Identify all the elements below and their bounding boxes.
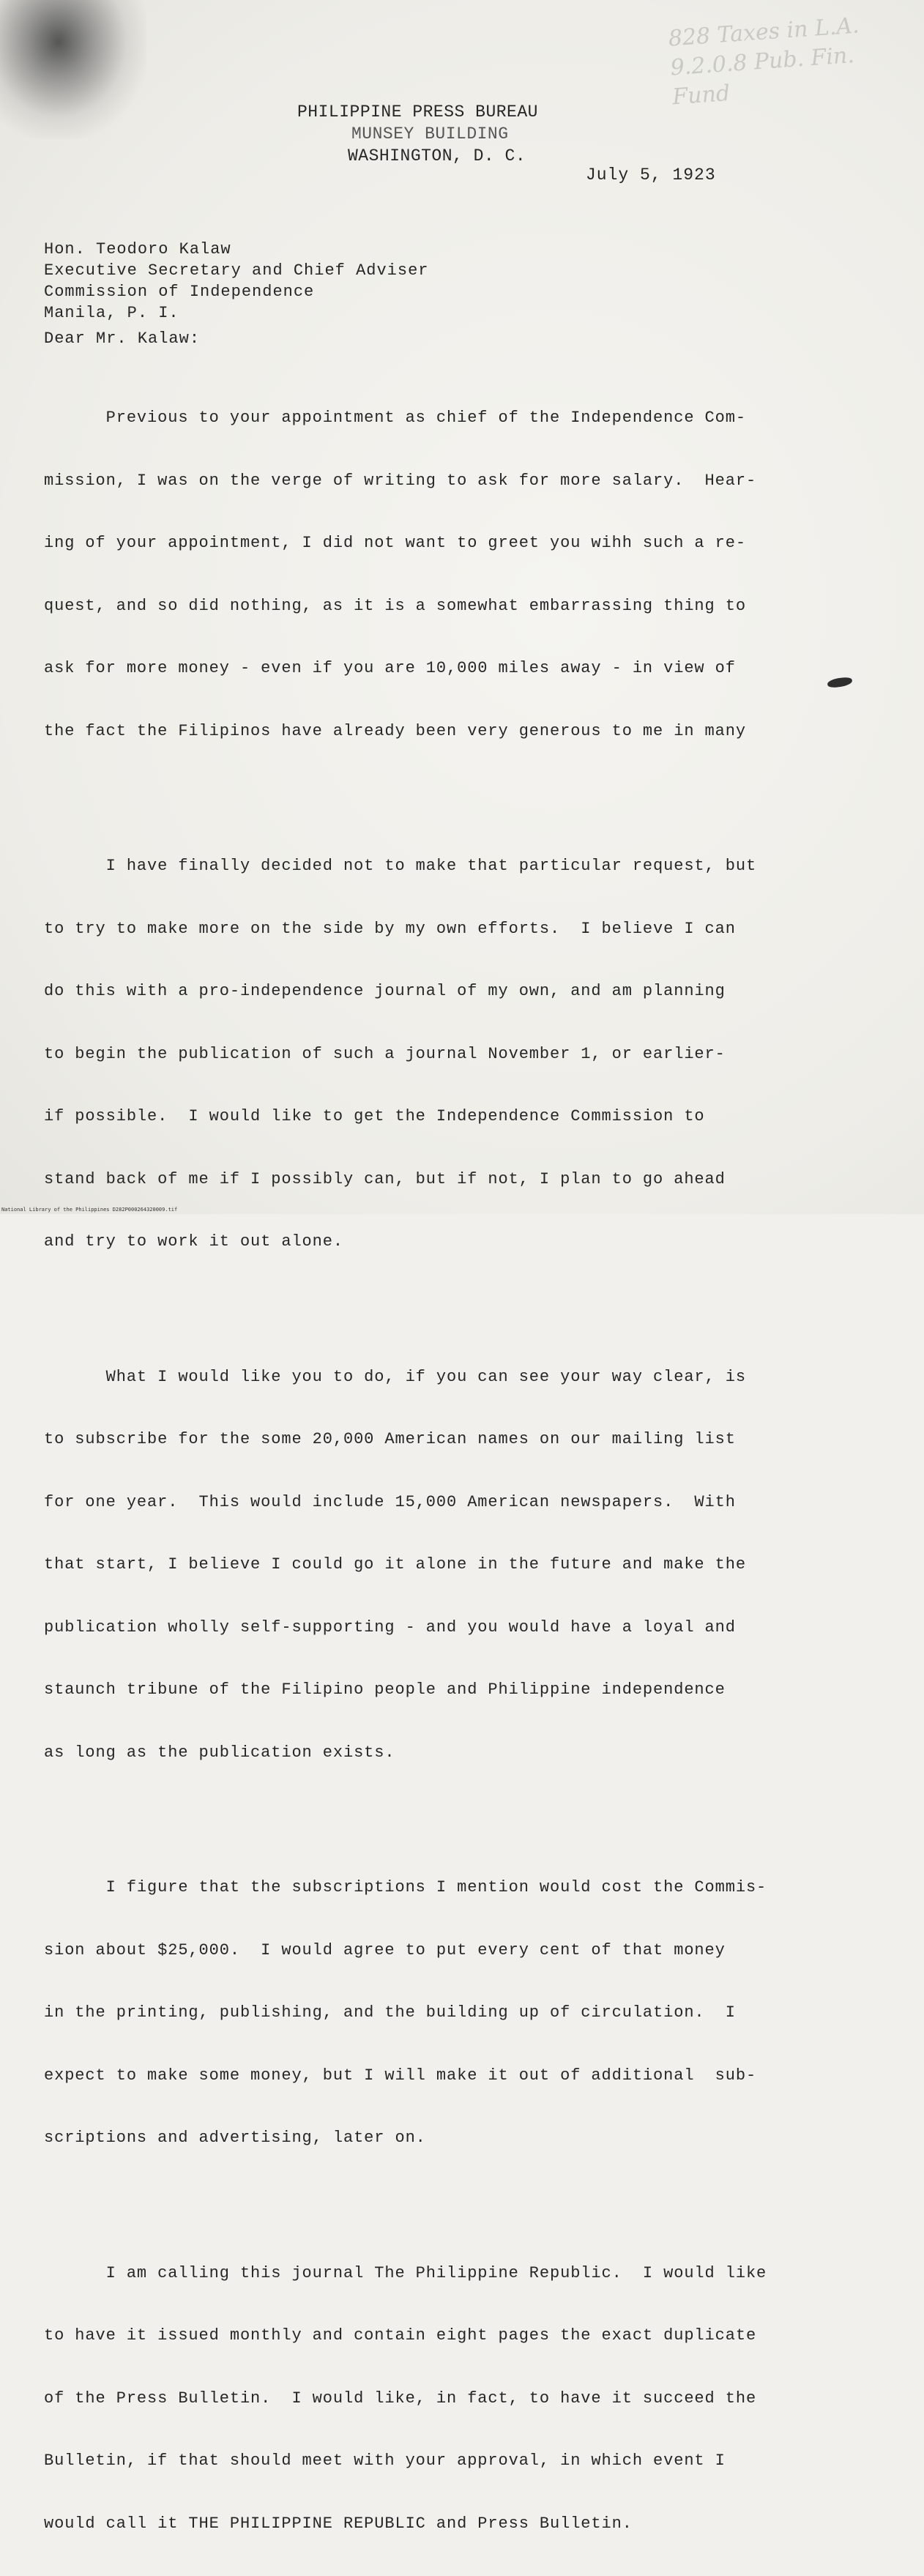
text-line: if possible. I would like to get the Independence Commission to xyxy=(44,1106,886,1128)
archive-footer: National Library of the Philippines D282P000264320009.tif xyxy=(1,1207,177,1213)
text-line: stand back of me if I possibly can, but if not, I plan to go ahead xyxy=(44,1169,886,1191)
text-line: the fact the Filipinos have already been very generous to me in many xyxy=(44,721,886,742)
ink-stain xyxy=(0,0,146,139)
text-line: would call it THE PHILIPPINE REPUBLIC and Press Bulletin. xyxy=(44,2514,886,2535)
letter-page xyxy=(0,0,924,1214)
text-line: publication wholly self-supporting - and you would have a loyal and xyxy=(44,1618,886,1639)
salutation: Dear Mr. Kalaw: xyxy=(44,330,200,348)
city: WASHINGTON, D. C. xyxy=(278,145,586,167)
addressee-block xyxy=(44,239,703,324)
text-line: that start, I believe I could go it alone in the future and make the xyxy=(44,1555,886,1576)
text-line: as long as the publication exists. xyxy=(44,1743,886,1764)
paragraph-1 xyxy=(44,366,886,783)
paragraph-5 xyxy=(44,2222,886,2576)
paragraph-2 xyxy=(44,814,886,1295)
text-line: in the printing, publishing, and the building up of circulation. I xyxy=(44,2003,886,2024)
text-line: quest, and so did nothing, as it is a somewhat embarrassing thing to xyxy=(44,596,886,617)
text-line: What I would like you to do, if you can see your way clear, is xyxy=(44,1367,886,1388)
pencil-notation xyxy=(668,8,914,105)
text-line: I am calling this journal The Philippine Republic. I would like xyxy=(44,2263,886,2285)
building-name: MUNSEY BUILDING xyxy=(278,123,586,145)
text-line: I have finally decided not to make that particular request, but xyxy=(44,856,886,877)
letter-body xyxy=(44,366,886,2576)
text-line: to have it issued monthly and contain eight pages the exact duplicate xyxy=(44,2326,886,2347)
text-line: to subscribe for the some 20,000 American names on our mailing list xyxy=(44,1429,886,1451)
text-line: Bulletin, if that should meet with your approval, in which event I xyxy=(44,2451,886,2472)
addressee-line: Executive Secretary and Chief Adviser xyxy=(44,260,703,281)
text-line: expect to make some money, but I will make it out of additional sub- xyxy=(44,2066,886,2087)
text-line: Previous to your appointment as chief of the Independence Com- xyxy=(44,408,886,429)
addressee-line: Commission of Independence xyxy=(44,281,703,302)
text-line: staunch tribune of the Filipino people and Philippine independence xyxy=(44,1680,886,1701)
text-line: to try to make more on the side by my own efforts. I believe I can xyxy=(44,919,886,940)
addressee-line: Hon. Teodoro Kalaw xyxy=(44,239,703,260)
text-line: mission, I was on the verge of writing to ask for more salary. Hear- xyxy=(44,471,886,492)
text-line: of the Press Bulletin. I would like, in fact, to have it succeed the xyxy=(44,2389,886,2410)
text-line: do this with a pro-independence journal of my own, and am planning xyxy=(44,981,886,1002)
text-line: and try to work it out alone. xyxy=(44,1232,886,1253)
org-name: PHILIPPINE PRESS BUREAU xyxy=(278,101,586,123)
text-line: ask for more money - even if you are 10,000 miles away - in view of xyxy=(44,658,886,680)
text-line: for one year. This would include 15,000 American newspapers. With xyxy=(44,1492,886,1514)
text-line: I figure that the subscriptions I mention would cost the Commis- xyxy=(44,1877,886,1899)
text-line: to begin the publication of such a journal November 1, or earlier- xyxy=(44,1044,886,1065)
paragraph-3 xyxy=(44,1325,886,1806)
addressee-line: Manila, P. I. xyxy=(44,302,703,324)
letterhead xyxy=(278,101,586,167)
pencil-note-line: 828 Taxes in L.A. xyxy=(668,8,911,54)
pencil-note-line: 9.2.0.8 Pub. Fin. Fund xyxy=(669,37,914,113)
letter-date: July 5, 1923 xyxy=(586,165,716,185)
paragraph-4 xyxy=(44,1836,886,2191)
text-line: ing of your appointment, I did not want to greet you wihh such a re- xyxy=(44,533,886,554)
text-line: scriptions and advertising, later on. xyxy=(44,2128,886,2149)
text-line: sion about $25,000. I would agree to put every cent of that money xyxy=(44,1940,886,1962)
